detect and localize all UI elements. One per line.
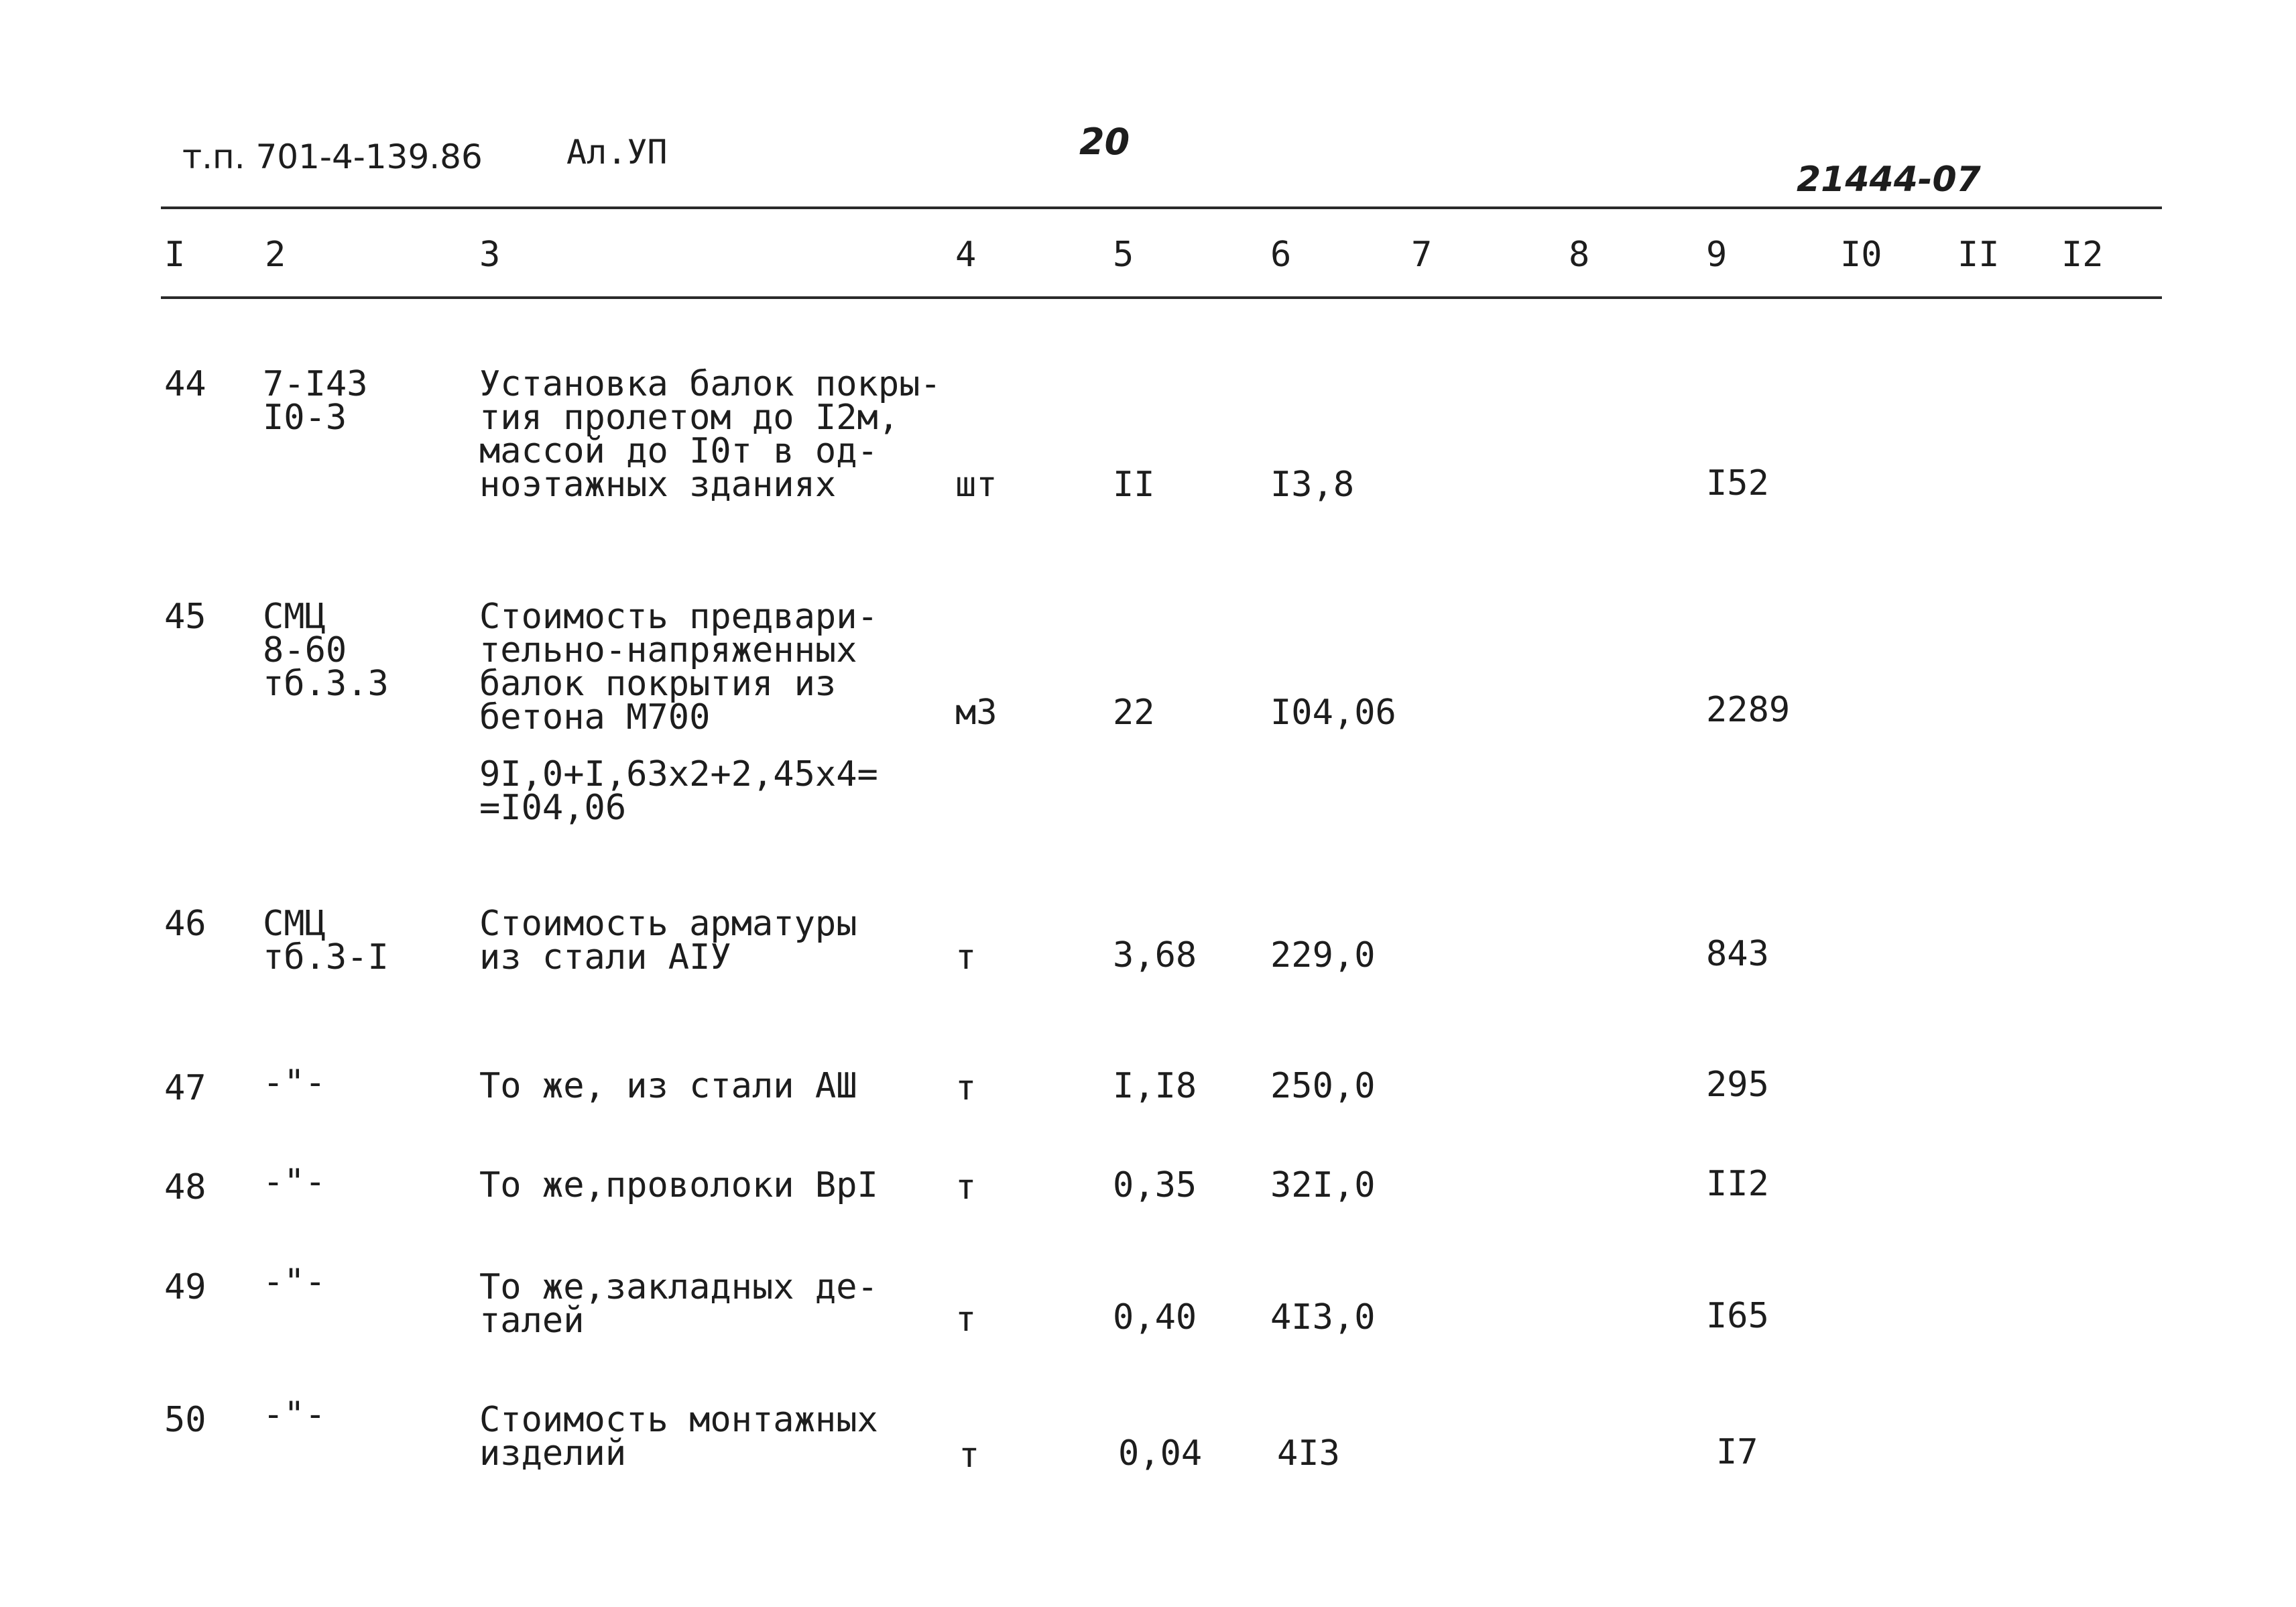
unit-price: I04,06 <box>1270 693 1396 733</box>
unit-price: I3,8 <box>1270 465 1355 505</box>
column-number: 7 <box>1411 235 1433 275</box>
column-number: 3 <box>479 235 501 275</box>
norm-code: -"- <box>263 1063 326 1103</box>
column-number: II <box>1957 235 2000 275</box>
unit: т <box>959 1435 980 1476</box>
unit-price: 4I3 <box>1277 1433 1340 1474</box>
work-description: Стоимость монтажных изделий <box>479 1400 878 1474</box>
quantity: 0,40 <box>1113 1297 1197 1337</box>
quantity: I,I8 <box>1113 1066 1197 1106</box>
total-cost: I7 <box>1716 1432 1758 1472</box>
total-cost: I65 <box>1706 1296 1769 1336</box>
unit-price: 32I,0 <box>1270 1165 1376 1205</box>
unit-price: 229,0 <box>1270 935 1376 975</box>
unit: т <box>955 1167 977 1207</box>
quantity: 0,35 <box>1113 1165 1197 1205</box>
norm-code: 7-I43 I0-3 <box>263 364 368 438</box>
row-number: 50 <box>164 1400 206 1440</box>
quantity: II <box>1113 465 1155 505</box>
quantity: 3,68 <box>1113 935 1197 975</box>
norm-code: -"- <box>263 1162 326 1202</box>
norm-code: СМЦ 8-60 тб.3.3 <box>263 597 389 704</box>
column-number: 5 <box>1113 235 1134 275</box>
quantity: 22 <box>1113 693 1155 733</box>
quantity: 0,04 <box>1118 1433 1203 1474</box>
work-description: То же,проволоки ВрI <box>479 1165 878 1205</box>
row-number: 46 <box>164 904 206 944</box>
column-number: 4 <box>955 235 977 275</box>
unit-price: 4I3,0 <box>1270 1297 1376 1337</box>
column-number: 9 <box>1706 235 1728 275</box>
unit: м3 <box>955 693 998 733</box>
page-number: 20 <box>1079 121 1130 163</box>
work-description: Стоимость предвари- тельно-напряженных балок покрытия из бетона М700 <box>479 597 878 737</box>
norm-code: -"- <box>263 1394 326 1435</box>
album-label: Ал.УП <box>566 133 668 172</box>
column-number: 8 <box>1569 235 1590 275</box>
total-cost: I52 <box>1706 463 1769 503</box>
row-number: 44 <box>164 364 206 404</box>
unit-price: 250,0 <box>1270 1066 1376 1106</box>
document-code: т.п. 701-4-139.86 <box>182 137 483 176</box>
unit: т <box>955 1299 977 1340</box>
column-number: I <box>164 235 186 275</box>
row-number: 47 <box>164 1068 206 1108</box>
work-description: Стоимость арматуры из стали АIУ <box>479 904 857 977</box>
unit: шт <box>955 465 998 505</box>
norm-code: СМЦ тб.3-I <box>263 904 389 977</box>
header-rule-top <box>161 206 2162 209</box>
header-rule-bottom <box>161 296 2162 299</box>
total-cost: 843 <box>1706 934 1769 974</box>
work-description: То же,закладных де- талей <box>479 1267 878 1341</box>
total-cost: 295 <box>1706 1065 1769 1105</box>
column-number: 2 <box>265 235 286 275</box>
column-number: I2 <box>2061 235 2104 275</box>
row-number: 45 <box>164 597 206 637</box>
total-cost: II2 <box>1706 1164 1769 1204</box>
total-cost: 2289 <box>1706 690 1791 730</box>
calculation: 9I,0+I,63х2+2,45х4= =I04,06 <box>479 754 878 828</box>
norm-code: -"- <box>263 1262 326 1302</box>
inventory-number: 21444-07 <box>1797 160 1981 200</box>
row-number: 49 <box>164 1267 206 1307</box>
work-description: Установка балок покры- тия пролетом до I2м, массой до I0т в од- ноэтажных зданиях <box>479 364 941 505</box>
row-number: 48 <box>164 1167 206 1207</box>
unit: т <box>955 1068 977 1108</box>
column-number: I0 <box>1840 235 1882 275</box>
work-description: То же, из стали АШ <box>479 1066 857 1106</box>
unit: т <box>955 937 977 977</box>
column-number: 6 <box>1270 235 1292 275</box>
